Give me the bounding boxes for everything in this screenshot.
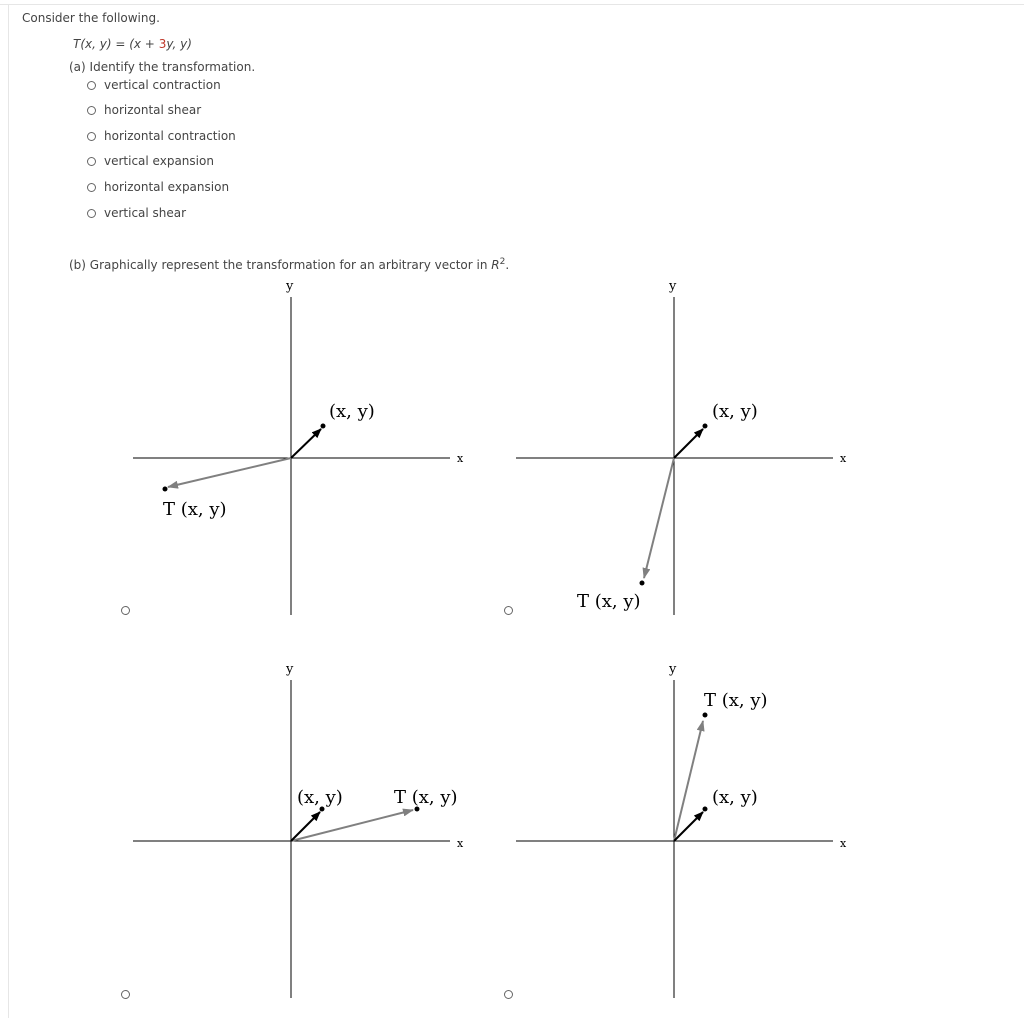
x-axis-label: x xyxy=(840,837,847,850)
transformed-point xyxy=(163,487,168,492)
image-label: T (x, y) xyxy=(394,787,458,808)
transformed-vector xyxy=(674,721,703,841)
original-vector xyxy=(291,429,321,458)
graph-option-2 xyxy=(513,275,853,620)
image-label: T (x, y) xyxy=(704,690,768,711)
frame-left-border xyxy=(8,4,9,1018)
option-label[interactable]: vertical shear xyxy=(104,206,187,220)
space-symbol: R xyxy=(491,258,500,272)
part-b-prompt xyxy=(69,255,509,272)
option-label[interactable]: vertical contraction xyxy=(104,78,221,92)
formula xyxy=(73,37,192,51)
transformed-vector xyxy=(644,458,674,578)
transformed-point xyxy=(703,713,708,718)
vector-label: (x, y) xyxy=(297,787,343,808)
original-point xyxy=(321,424,326,429)
part-a-prompt: (a) Identify the transformation. xyxy=(69,60,256,74)
vector-label: (x, y) xyxy=(329,401,375,422)
intro-text: Consider the following. xyxy=(22,11,160,25)
graph-option-3 xyxy=(130,658,470,1003)
y-axis-label: y xyxy=(669,662,677,677)
space-exponent: 2 xyxy=(499,257,506,267)
transformed-vector xyxy=(168,458,291,487)
space-end: . xyxy=(505,258,510,272)
radio-horizontal-contraction[interactable] xyxy=(87,132,96,141)
radio-horizontal-shear[interactable] xyxy=(87,106,96,115)
graph-3-radio[interactable] xyxy=(121,990,130,999)
graph-4-radio[interactable] xyxy=(504,990,513,999)
graph-1-radio[interactable] xyxy=(121,606,130,615)
transformed-point xyxy=(640,581,645,586)
option-label[interactable]: horizontal expansion xyxy=(104,180,230,194)
x-axis-label: x xyxy=(457,452,464,465)
image-label: T (x, y) xyxy=(163,499,227,520)
transformed-vector xyxy=(291,810,413,841)
x-axis-label: x xyxy=(840,452,847,465)
radio-vertical-shear[interactable] xyxy=(87,209,96,218)
part-b-text: (b) Graphically represent the transformation for an arbitrary vector in xyxy=(69,258,492,272)
option-label[interactable]: horizontal shear xyxy=(104,103,202,117)
y-axis-label: y xyxy=(286,279,294,294)
original-point xyxy=(703,424,708,429)
original-point xyxy=(703,807,708,812)
graph-2-radio[interactable] xyxy=(504,606,513,615)
formula-lhs: T(x, y) = (x + xyxy=(73,37,159,51)
radio-vertical-contraction[interactable] xyxy=(87,81,96,90)
y-axis-label: y xyxy=(669,279,677,294)
graph-option-4 xyxy=(513,658,853,1003)
graph-option-1 xyxy=(130,275,470,620)
formula-rest: y, y) xyxy=(166,37,192,51)
option-label[interactable]: horizontal contraction xyxy=(104,129,236,143)
option-label[interactable]: vertical expansion xyxy=(104,154,214,168)
radio-vertical-expansion[interactable] xyxy=(87,157,96,166)
vector-label: (x, y) xyxy=(712,787,758,808)
original-vector xyxy=(674,429,703,458)
formula-coefficient: 3 xyxy=(158,37,167,51)
frame-top-border xyxy=(0,4,1024,5)
radio-horizontal-expansion[interactable] xyxy=(87,183,96,192)
x-axis-label: x xyxy=(457,837,464,850)
vector-label: (x, y) xyxy=(712,401,758,422)
y-axis-label: y xyxy=(286,662,294,677)
image-label: T (x, y) xyxy=(577,591,641,612)
